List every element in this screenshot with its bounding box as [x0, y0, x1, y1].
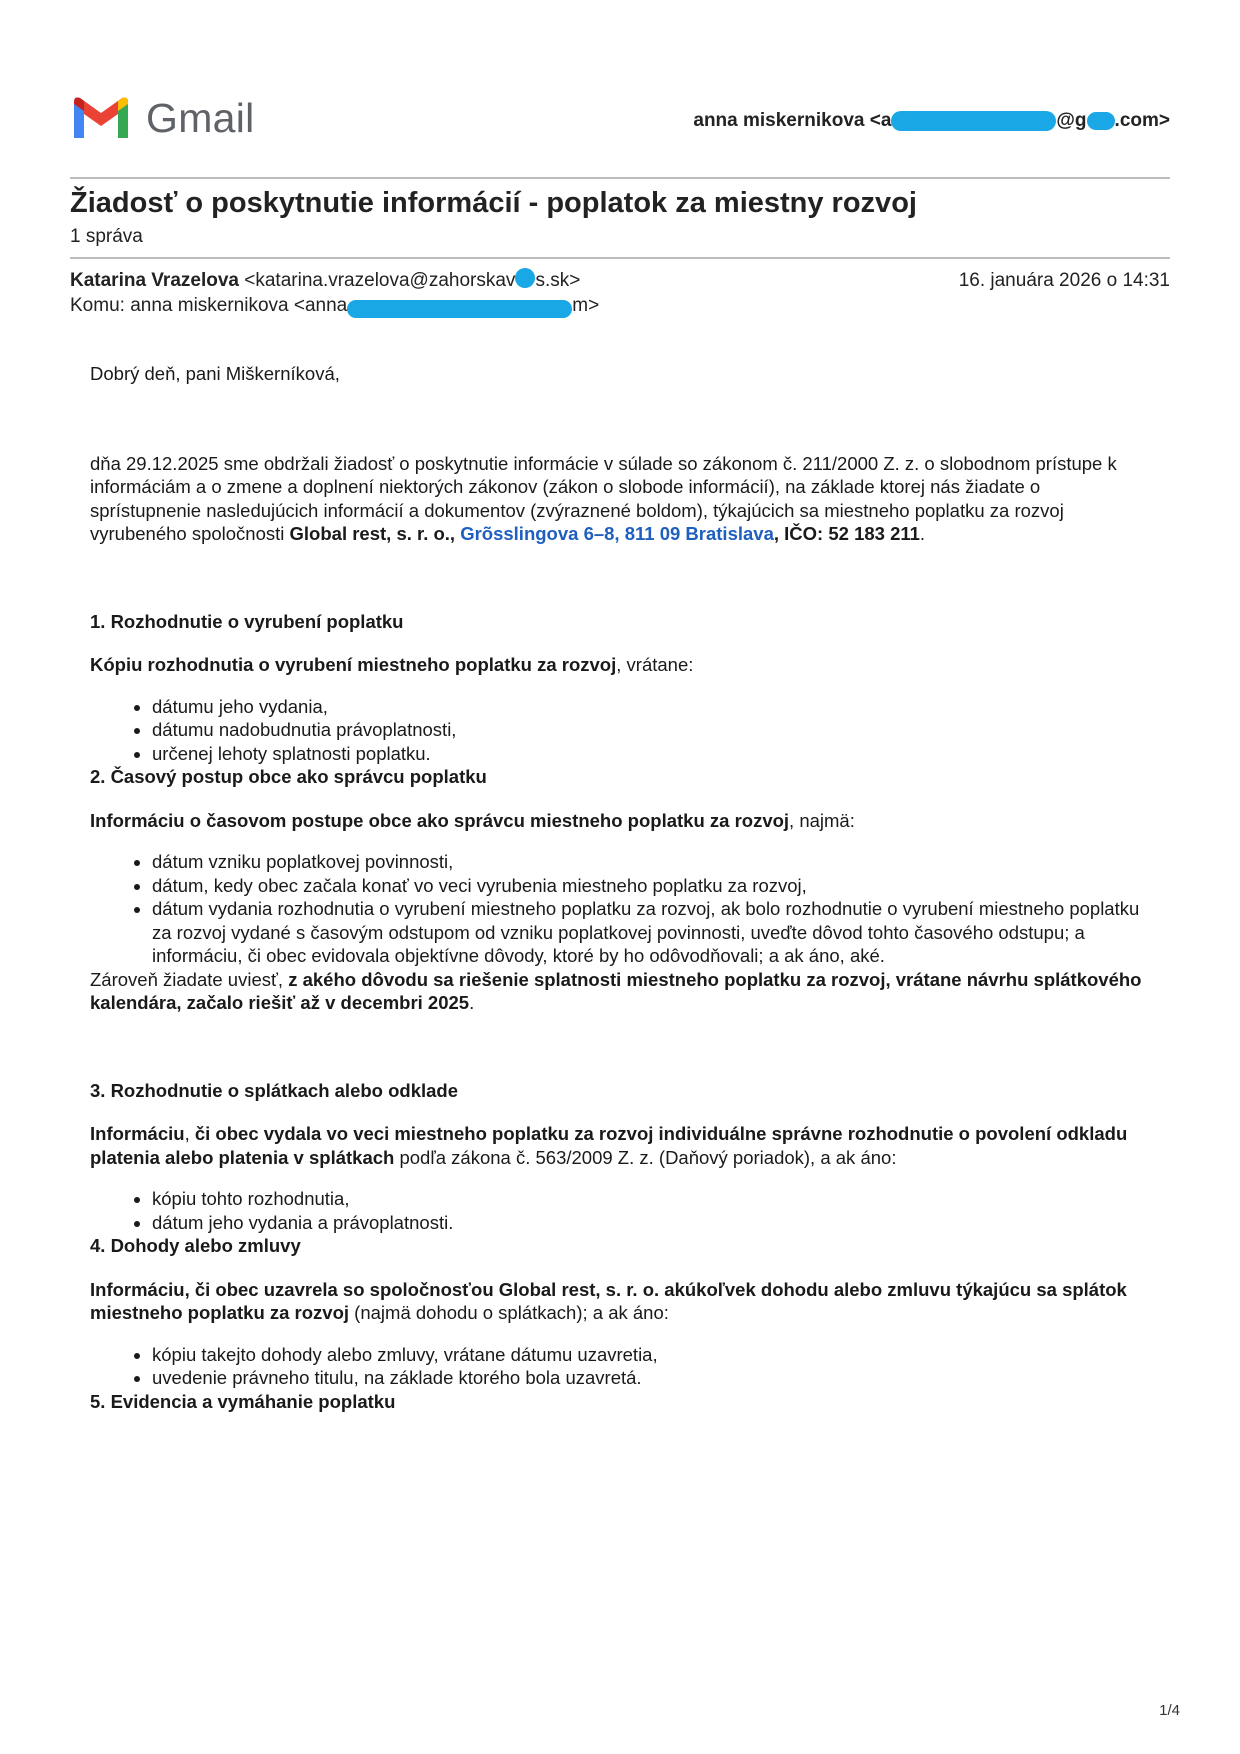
account-owner: anna miskernikova <a @g .com> [693, 110, 1170, 131]
list-item: • uvedenie právneho titulu, na základe ktorého bola uzavretá. [152, 1366, 1150, 1390]
list-item: • dátum jeho vydania a právoplatnosti. [152, 1211, 1150, 1235]
bullet-list [90, 1343, 1150, 1390]
redaction-mark [891, 111, 1056, 131]
redaction-mark [1087, 112, 1115, 130]
intro-paragraph: dňa 29.12.2025 sme obdržali žiadosť o poskytnutie informácie v súlade so zákonom č. 211/2000 Z. z. o slobodnom prístupe k informáciám a o zmene a doplnení niektorých zákonov (zákon o slobode informácií), na základe ktorej nás žiadate o sprístupnenie nasledujúcich informácií a dokumentov (zvýraznené boldom), týkajúcich sa miestneho poplatku za rozvoj vyrubeného spoločnosti Global rest, s. r. o., Grõsslingova 6–8, 811 09 Bratislava, IČO: 52 183 211. [90, 452, 1117, 544]
thread-subject: Žiadosť o poskytnutie informácií - poplatok za miestny rozvoj [70, 187, 917, 219]
section-title: 5. Evidencia a vymáhanie poplatku [90, 1390, 396, 1412]
section-note: Zároveň žiadate uviesť, z akého dôvodu sa riešenie splatnosti miestneho poplatku za rozvoj, vrátane návrhu splátkového kalendára, začalo riešiť až v decembri 2025. [90, 968, 1142, 1013]
address-link[interactable]: Grõsslingova 6–8, 811 09 Bratislava [460, 523, 774, 544]
message-recipient: Komu: anna miskernikova <anna m> [70, 295, 600, 317]
section-lead: Informáciu, či obec uzavrela so spoločnosťou Global rest, s. r. o. akúkoľvek dohodu alebo zmluvu týkajúcu sa splátok miestneho poplatku za rozvoj (najmä dohodu o splátkach); a ak áno: [90, 1278, 1127, 1323]
gmail-logo-icon [70, 94, 132, 142]
section-lead: Informáciu, či obec vydala vo veci miestneho poplatku za rozvoj individuálne správne rozhodnutie o povolení odkladu platenia alebo platenia v splátkach podľa zákona č. 563/2009 Z. z. (Daňový poriadok), a ak áno: [90, 1123, 1128, 1168]
divider [70, 257, 1170, 259]
list-item: • dátum vzniku poplatkovej povinnosti, [152, 850, 1150, 874]
list-item: • dátumu nadobudnutia právoplatnosti, [152, 718, 1150, 742]
section-title: 3. Rozhodnutie o splátkach alebo odklade [90, 1079, 459, 1101]
message-date: 16. januára 2026 o 14:31 [958, 270, 1170, 291]
redaction-mark [515, 268, 535, 288]
gmail-logo [70, 94, 255, 142]
list-item: • kópiu takejto dohody alebo zmluvy, vrátane dátumu uzavretia, [152, 1343, 1150, 1367]
message-sender: Katarina Vrazelova <katarina.vrazelova@zahorskav s.sk> [70, 270, 580, 292]
divider [70, 177, 1170, 179]
list-item: • dátum, kedy obec začala konať vo veci vyrubenia miestneho poplatku za rozvoj, [152, 874, 1150, 898]
message-count: 1 správa [70, 226, 143, 247]
bullet-list [90, 695, 1150, 766]
section-lead: Informáciu o časovom postupe obce ako správcu miestneho poplatku za rozvoj, najmä: [90, 809, 855, 831]
section-title: 4. Dohody alebo zmluvy [90, 1235, 301, 1256]
list-item: • určenej lehoty splatnosti poplatku. [152, 742, 1150, 766]
sender-name: Katarina Vrazelova [70, 270, 239, 291]
section-title: 2. Časový postup obce ako správcu poplatku [90, 766, 487, 787]
list-item: • dátum vydania rozhodnutia o vyrubení miestneho poplatku za rozvoj, ak bolo rozhodnutie o vyrubení miestneho poplatku za rozvoj vydané s časovým odstupom od vzniku poplatkovej povinnosti, uveďte dôvod tohto časového odstupu; a informáciu, či obec evidovala objektívne dôvody, ktoré by ho odôvodňovali; a ak áno, aké. [152, 897, 1150, 968]
section-title: 1. Rozhodnutie o vyrubení poplatku [90, 610, 404, 632]
list-item: • dátumu jeho vydania, [152, 695, 1150, 719]
greeting: Dobrý deň, pani Miškerníková, [90, 363, 340, 384]
list-item: • kópiu tohto rozhodnutia, [152, 1187, 1150, 1211]
page-number: 1/4 [1159, 1702, 1180, 1719]
redaction-mark [347, 300, 572, 318]
bullet-list [90, 1187, 1150, 1234]
message-body [90, 362, 1150, 1433]
section-lead: Kópiu rozhodnutia o vyrubení miestneho poplatku za rozvoj, vrátane: [90, 654, 694, 675]
bullet-list [90, 850, 1150, 968]
gmail-logo-text: Gmail [146, 94, 255, 141]
